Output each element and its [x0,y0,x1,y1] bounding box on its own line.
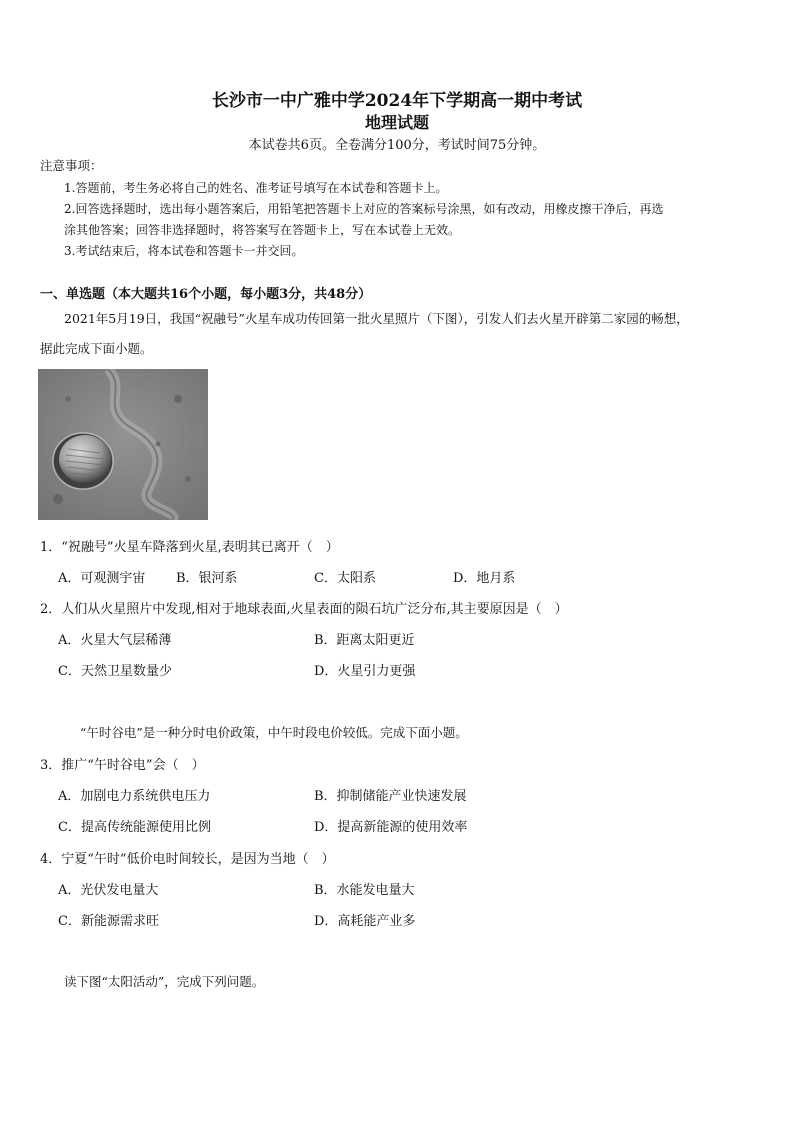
q3-option-c: C．提高传统能源使用比例 [58,820,211,835]
q1-option-b: B．银河系 [176,571,238,586]
q1-option-a: A．可观测宇宙 [58,571,146,586]
q2-option-d: D．火星引力更强 [314,664,416,679]
exam-intro: 本试卷共6页。全卷满分100分，考试时间75分钟。 [248,138,546,153]
q2-option-b: B．距离太阳更近 [314,633,415,648]
q4-option-b: B．水能发电量大 [314,883,415,898]
exam-subject: 地理试题 [364,113,429,132]
stem-3: 读下图“太阳活动”，完成下列问题。 [64,974,265,989]
question-3: 3．推广“午时谷电”会（ ） [40,758,205,773]
q4-option-d: D．高耗能产业多 [314,914,416,929]
question-1: 1．“祝融号”火星车降落到火星,表明其已离开（ ） [40,540,339,555]
q4-option-c: C．新能源需求旺 [58,914,159,929]
note-item: 1.答题前，考生务必将自己的姓名、准考证号填写在本试卷和答题卡上。 [64,181,448,195]
stem-2: “午时谷电”是一种分时电价政策，中午时段电价较低。完成下面小题。 [80,725,468,740]
note-item: 2.回答选择题时，选出每小题答案后，用铅笔把答题卡上对应的答案标号涂黑，如有改动，用橡皮擦干净后，再选 [64,202,664,216]
question-2: 2．人们从火星照片中发现,相对于地球表面,火星表面的陨石坑广泛分布,其主要原因是（ ） [40,602,568,617]
q3-option-b: B．抑制储能产业快速发展 [314,789,467,804]
stem-1-line-1: 2021年5月19日，我国“祝融号”火星车成功传回第一批火星照片（下图），引发人们去火星开辟第二家园的畅想， [64,311,689,326]
exam-title: 长沙市一中广雅中学2024年下学期高一期中考试 [211,91,583,111]
q2-option-c: C．天然卫星数量少 [58,664,172,679]
notes-heading: 注意事项： [40,158,103,173]
stem-1-line-2: 据此完成下面小题。 [40,341,153,356]
q3-option-d: D．提高新能源的使用效率 [314,820,468,835]
q1-option-d: D．地月系 [453,571,516,586]
mars-surface-photo [38,369,208,520]
q1-option-c: C．太阳系 [314,571,376,586]
note-item: 3.考试结束后，将本试卷和答题卡一并交回。 [64,244,304,258]
q3-option-a: A．加剧电力系统供电压力 [58,789,211,804]
section-heading: 一、单选题（本大题共16个小题，每小题3分，共48分） [40,287,372,302]
q4-option-a: A．光伏发电量大 [58,883,159,898]
note-item: 涂其他答案；回答非选择题时，将答案写在答题卡上，写在本试卷上无效。 [64,223,461,237]
q2-option-a: A．火星大气层稀薄 [58,633,172,648]
question-4: 4．宁夏“午时”低价电时间较长，是因为当地（ ） [40,852,335,867]
